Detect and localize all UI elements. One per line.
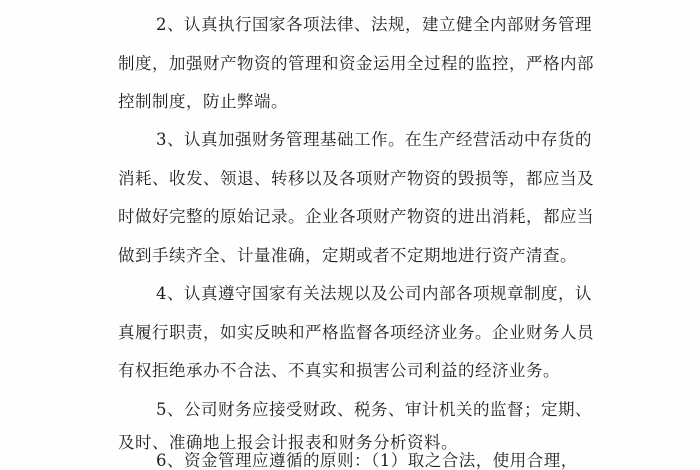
text-line: 真履行职责，如实反映和严格监督各项经济业务。企业财务人员 [118,322,594,342]
text-line: 做到手续齐全、计量准确，定期或者不定期地进行资产清查。 [118,245,577,265]
text-line: 6、资金管理应遵循的原则：（1）取之合法，使用合理， [156,452,578,470]
text-line: 2、认真执行国家各项法律、法规，建立健全内部财务管理 [156,15,592,34]
paragraph-item-6 [118,452,588,470]
paragraph-item-3 [118,121,594,275]
text-line: 时做好完整的原始记录。企业各项财产物资的进出消耗，都应当 [118,207,594,226]
paragraph-item-4 [118,275,594,391]
text-line: 消耗、收发、领退、转移以及各项财产物资的毁损等，都应当及 [118,168,594,188]
text-line: 控制制度，防止弊端。 [118,92,288,111]
text-line: 有权拒绝承办不合法、不真实和损害公司利益的经济业务。 [118,361,560,380]
text-line: 4、认真遵守国家有关法规以及公司内部各项规章制度，认 [156,284,592,303]
text-line: 3、认真加强财务管理基础工作。在生产经营活动中存货的 [156,130,592,149]
paragraph-item-2 [118,6,594,122]
text-line: 5、公司财务应接受财政、税务、审计机关的监督；定期、 [156,400,592,419]
text-line: 及时、准确地上报会计报表和财务分析资料。 [118,433,458,452]
text-line: 制度，加强财产物资的管理和资金运用全过程的监控，严格内部 [118,53,594,73]
